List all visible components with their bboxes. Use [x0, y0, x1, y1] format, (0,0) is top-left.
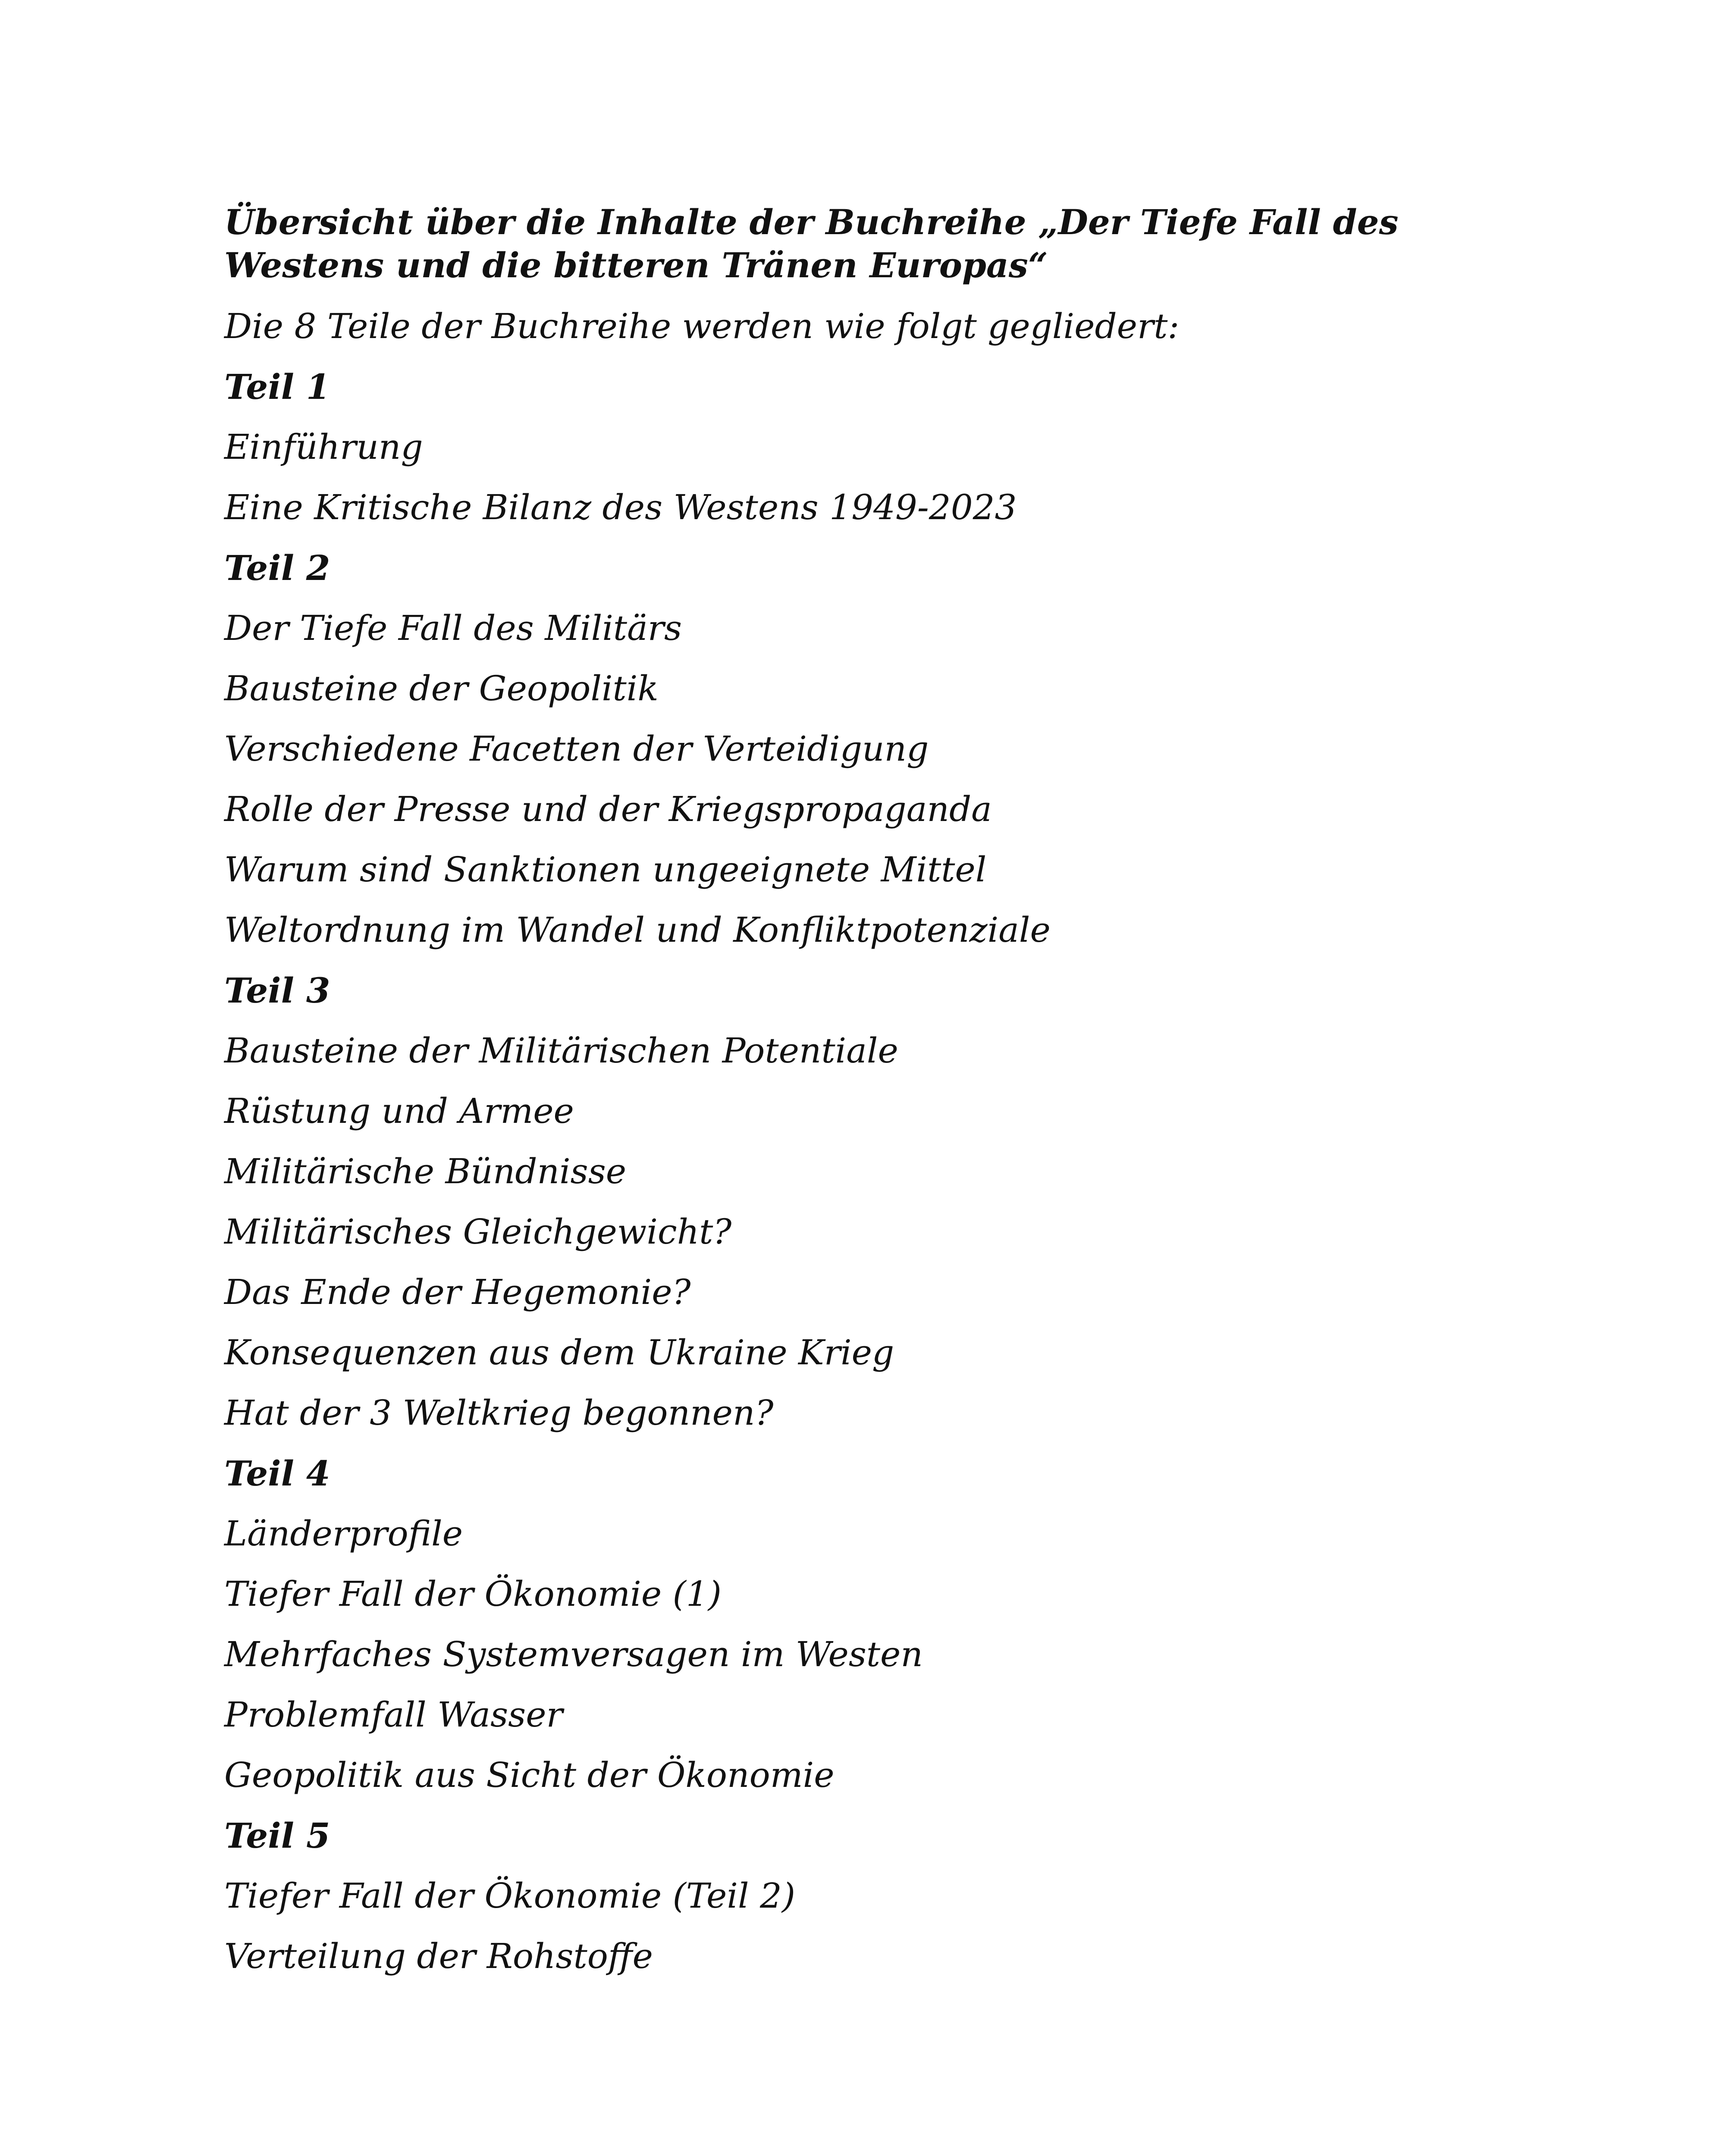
- list-item: Weltordnung im Wandel und Konfliktpotenziale: [224, 910, 1051, 950]
- part-heading: Teil 1: [224, 367, 330, 407]
- list-item: Bausteine der Geopolitik: [224, 668, 659, 708]
- part-heading: Teil 4: [224, 1453, 330, 1494]
- list-item: Militärische Bündnisse: [224, 1151, 627, 1191]
- list-item: Verteilung der Rohstoffe: [224, 1936, 653, 1976]
- list-item: Der Tiefe Fall des Militärs: [224, 608, 682, 648]
- list-item: Verschiedene Facetten der Verteidigung: [224, 729, 929, 769]
- list-item: Hat der 3 Weltkrieg begonnen?: [224, 1393, 774, 1433]
- list-item: Konsequenzen aus dem Ukraine Krieg: [224, 1332, 894, 1373]
- list-item: Mehrfaches Systemversagen im Westen: [224, 1634, 923, 1674]
- part-4: [224, 1443, 1561, 1805]
- list-item: Problemfall Wasser: [224, 1695, 563, 1735]
- part-heading: Teil 3: [224, 970, 330, 1011]
- list-item: Länderprofile: [224, 1514, 463, 1554]
- part-3: [224, 960, 1561, 1443]
- list-item: Bausteine der Militärischen Potentiale: [224, 1031, 898, 1071]
- list-item: Rüstung und Armee: [224, 1091, 574, 1131]
- part-5: [224, 1805, 1561, 1987]
- list-item: Rolle der Presse und der Kriegspropaganda: [224, 789, 992, 829]
- list-item: Geopolitik aus Sicht der Ökonomie: [224, 1755, 835, 1795]
- document-intro: Die 8 Teile der Buchreihe werden wie folgt gegliedert:: [224, 306, 1180, 346]
- list-item: Tiefer Fall der Ökonomie (1): [224, 1574, 722, 1614]
- list-item: Militärisches Gleichgewicht?: [224, 1212, 732, 1252]
- document-title: Übersicht über die Inhalte der Buchreihe „Der Tiefe Fall des Westens und die bitteren Tränen Europas“: [224, 202, 1399, 285]
- list-item: Warum sind Sanktionen ungeeignete Mittel: [224, 849, 987, 890]
- list-item: Das Ende der Hegemonie?: [224, 1272, 691, 1312]
- part-heading: Teil 5: [224, 1815, 330, 1856]
- part-1: [224, 357, 1561, 538]
- list-item: Eine Kritische Bilanz des Westens 1949-2023: [224, 487, 1017, 527]
- list-item: Tiefer Fall der Ökonomie (Teil 2): [224, 1876, 796, 1916]
- document-page: [224, 201, 1561, 1987]
- list-item: Einführung: [224, 427, 423, 467]
- part-2: [224, 538, 1561, 960]
- part-heading: Teil 2: [224, 548, 330, 588]
